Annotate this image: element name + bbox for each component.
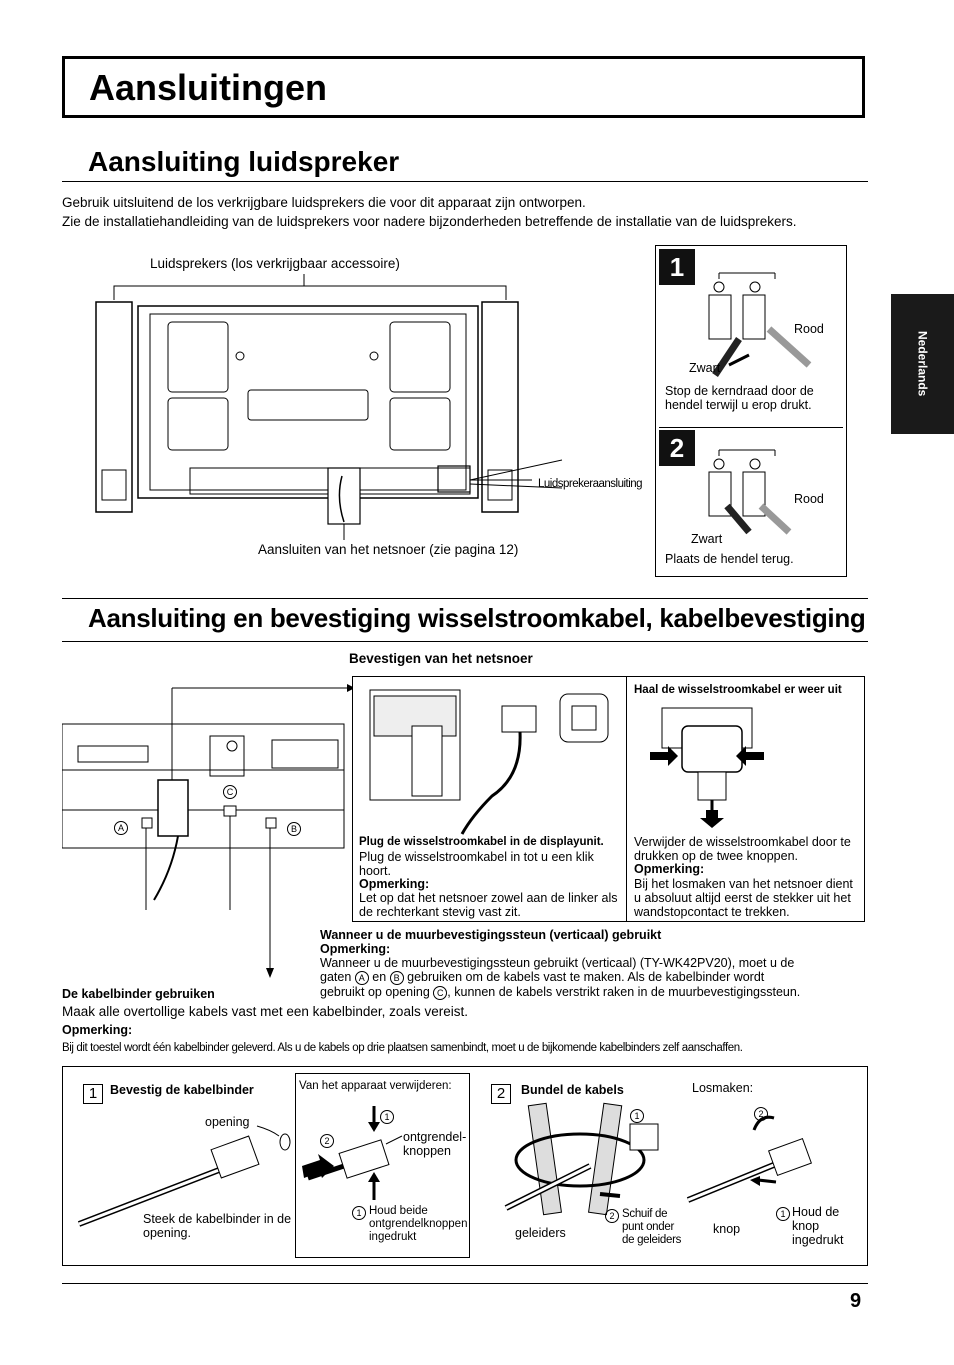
wall-note-label: Opmerking: bbox=[320, 942, 391, 956]
hold-knob-label: Houd de knop ingedrukt bbox=[792, 1205, 844, 1247]
label-b: B bbox=[287, 822, 301, 836]
unplug-note: Bij het losmaken van het netsnoer dient u absoluut altijd eerst de stekker uit het wandstopcontact te trekken. bbox=[634, 877, 853, 919]
binder-note: Bij dit toestel wordt één kabelbinder geleverd. Als u de kabels op drie plaatsen samenbindt, moet u de bijkomende kabelbinders zelf aanschaffen. bbox=[62, 1042, 743, 1054]
wall-line-2-a: gaten bbox=[320, 970, 352, 984]
label-c: C bbox=[223, 785, 237, 799]
binder-step-2-title: Bundel de kabels bbox=[521, 1083, 624, 1097]
footer-rule bbox=[62, 1283, 868, 1284]
step-1-black: Zwart bbox=[689, 361, 721, 375]
ac-subheading: Bevestigen van het netsnoer bbox=[349, 651, 533, 666]
wall-line-2-c: gebruiken om de kabels vast te maken. Als de kabelbinder wordt bbox=[407, 970, 765, 984]
hold-knob-mark: 1 bbox=[776, 1207, 790, 1221]
slide-label: Schuif de punt onder de geleiders bbox=[622, 1208, 682, 1246]
loosen-drawing bbox=[682, 1104, 862, 1214]
terminal-step-2-drawing bbox=[699, 446, 839, 536]
wall-line-2 bbox=[320, 970, 764, 985]
step-2-black: Zwart bbox=[691, 532, 723, 546]
unplug-note-label: Opmerking: bbox=[634, 862, 705, 876]
unplug-title: Haal de wisselstroomkabel er weer uit bbox=[634, 684, 842, 696]
speaker-intro-1: Gebruik uitsluitend de los verkrijgbare luidsprekers die voor dit apparaat zijn ontworpen. bbox=[62, 195, 586, 210]
plug-in-drawing bbox=[362, 686, 622, 836]
loosen-label: Losmaken: bbox=[692, 1081, 754, 1095]
language-tab-label: Nederlands bbox=[915, 331, 930, 397]
hold-step-1-mark: 1 bbox=[352, 1206, 366, 1220]
wall-title: Wanneer u de muurbevestigingssteun (verticaal) gebruikt bbox=[320, 928, 662, 942]
wall-label-a: A bbox=[355, 971, 369, 985]
speaker-heading: Aansluiting luidspreker bbox=[88, 146, 400, 177]
speaker-intro-2: Zie de installatiehandleiding van de luidsprekers voor nadere bijzonderheden betreffende de installatie van de luidsprekers. bbox=[62, 214, 797, 229]
remove-step-1-mark: 1 bbox=[380, 1110, 394, 1124]
page-title-box bbox=[62, 56, 865, 118]
wall-line-2-b: en bbox=[372, 970, 387, 984]
ac-top-rule bbox=[62, 598, 868, 599]
speaker-step-2 bbox=[659, 430, 843, 574]
speakers-label: Luidsprekers (los verkrijgbaar accessoire) bbox=[150, 256, 400, 271]
plug-note: Let op dat het netsnoer zowel aan de linker als de rechterkant stevig vast zit. bbox=[359, 891, 618, 919]
binder-body: Maak alle overtollige kabels vast met een kabelbinder, zoals vereist. bbox=[62, 1004, 468, 1019]
insert-label: Steek de kabelbinder in de opening. bbox=[143, 1212, 292, 1240]
remove-step-2-mark: 2 bbox=[320, 1134, 334, 1148]
wall-line-3-b: , kunnen de kabels verstrikt raken in de muurbevestigingssteun. bbox=[447, 985, 801, 999]
knob-label: knop bbox=[713, 1222, 741, 1236]
binder-heading: De kabelbinder gebruiken bbox=[62, 987, 215, 1001]
binder-note-label: Opmerking: bbox=[62, 1023, 133, 1037]
release-buttons-label: ontgrendel-knoppen bbox=[403, 1130, 467, 1158]
bundle-drawing bbox=[500, 1100, 680, 1220]
wall-label-c: C bbox=[433, 986, 447, 1000]
plug-caption-body: Plug de wisselstroomkabel in tot u een klik hoort. bbox=[359, 850, 594, 878]
language-tab bbox=[891, 294, 954, 434]
wall-line-3-a: gebruikt op opening bbox=[320, 985, 430, 999]
unplug-body: Verwijder de wisselstroomkabel door te drukken op de twee knoppen. bbox=[634, 835, 851, 863]
binder-step-1-title: Bevestig de kabelbinder bbox=[110, 1083, 254, 1097]
ac-heading-rule bbox=[62, 641, 868, 642]
page-title: Aansluitingen bbox=[89, 67, 328, 108]
loosen-step-2-mark: 2 bbox=[754, 1107, 768, 1121]
wall-line-3 bbox=[320, 985, 800, 1000]
plug-panel-divider bbox=[626, 677, 627, 921]
wall-label-b: B bbox=[390, 971, 404, 985]
remove-title: Van het apparaat verwijderen: bbox=[299, 1080, 452, 1092]
ac-heading: Aansluiting en bevestiging wisselstroomkabel, kabelbevestiging bbox=[88, 603, 866, 633]
label-a: A bbox=[114, 821, 128, 835]
step-1-number: 1 bbox=[659, 249, 695, 285]
binder-step-2-number: 2 bbox=[491, 1084, 511, 1104]
speaker-terminal-label: Luidsprekeraansluiting bbox=[538, 478, 643, 490]
hold-label: Houd beide ontgrendelknoppen ingedrukt bbox=[369, 1205, 468, 1243]
step-1-text: Stop de kerndraad door de hendel terwijl u erop drukt. bbox=[665, 384, 814, 412]
opening-label: opening bbox=[205, 1115, 250, 1129]
ac-rear-illustration bbox=[62, 680, 357, 980]
display-rear-illustration bbox=[92, 270, 652, 560]
guides-label: geleiders bbox=[515, 1226, 566, 1240]
page-number: 9 bbox=[850, 1290, 862, 1312]
plug-caption-title: Plug de wisselstroomkabel in de displayunit. bbox=[359, 836, 604, 848]
plug-note-label: Opmerking: bbox=[359, 877, 430, 891]
step-2-text: Plaats de hendel terug. bbox=[665, 552, 794, 566]
bundle-step-1-mark: 1 bbox=[630, 1109, 644, 1123]
speaker-step-1 bbox=[659, 249, 843, 428]
step-2-red: Rood bbox=[794, 492, 824, 506]
binder-step-1-number: 1 bbox=[83, 1084, 103, 1104]
slide-step-2-mark: 2 bbox=[605, 1209, 619, 1223]
unplug-drawing bbox=[640, 700, 860, 830]
power-cord-label: Aansluiten van het netsnoer (zie pagina 12) bbox=[258, 542, 519, 557]
step-1-red: Rood bbox=[794, 322, 824, 336]
step-2-number: 2 bbox=[659, 430, 695, 466]
speaker-heading-rule bbox=[62, 181, 868, 182]
wall-line-1: Wanneer u de muurbevestigingssteun gebruikt (verticaal) (TY-WK42PV20), moet u de bbox=[320, 956, 795, 970]
